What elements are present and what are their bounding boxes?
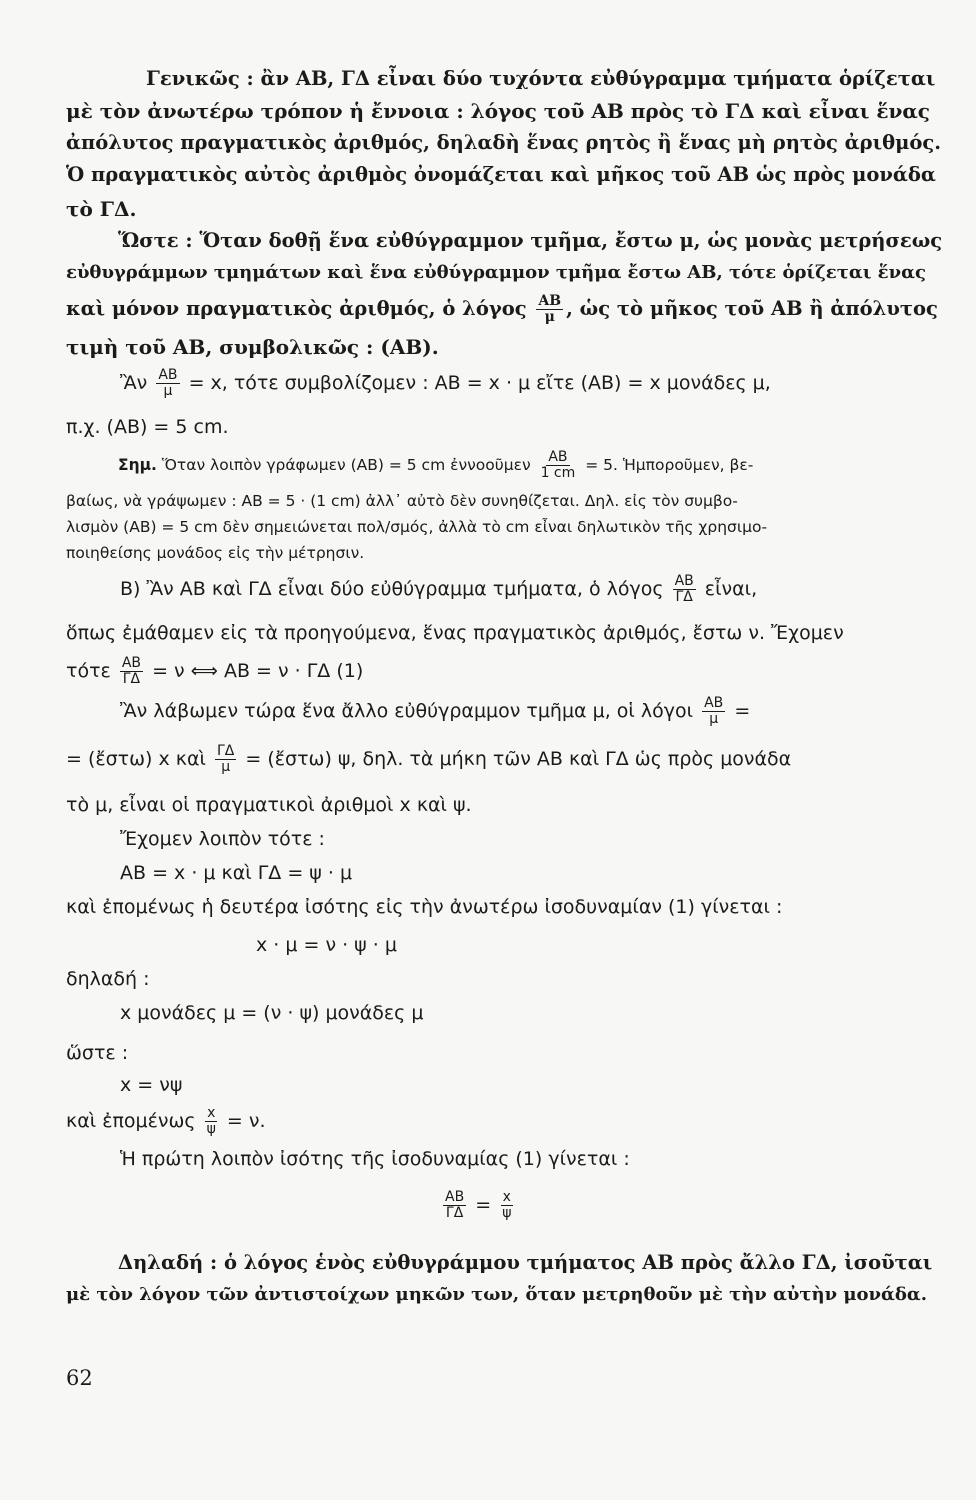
text-line-18-start: τότε xyxy=(66,660,111,682)
fraction-ab-over-gd xyxy=(673,574,696,605)
fraction-denominator: ψ xyxy=(206,1121,216,1137)
text-line-22: Ἔχομεν λοιπὸν τότε : xyxy=(120,828,325,850)
fraction-denominator: μ xyxy=(709,711,719,727)
text-line-2: μὲ τὸν ἀνωτέρω τρόπον ἡ ἔννοια : λόγος τοῦ ΑΒ πρὸς τὸ ΓΔ καὶ εἶναι ἕνας xyxy=(66,99,930,123)
equation-line-27: x μονάδες μ = (ν · ψ) μονάδες μ xyxy=(120,1002,424,1024)
text-line-19-start: Ἂν λάβωμεν τώρα ἕνα ἄλλο εὐθύγραμμον τμῆμα μ, οἱ λόγοι xyxy=(120,700,694,722)
equation-line-23: ΑΒ = x · μ καὶ ΓΔ = ψ · μ xyxy=(120,862,353,884)
text-line-7: εὐθυγράμμων τμημάτων καὶ ἕνα εὐθύγραμμον τμῆμα ἔστω ΑΒ, τότε ὁρίζεται ἕνας xyxy=(66,262,926,283)
fraction-ab-over-gd xyxy=(120,656,143,687)
fraction-numerator: ΑΒ xyxy=(674,573,694,589)
fraction-numerator: ΑΒ xyxy=(158,367,178,383)
text-line-4: Ὁ πραγματικὸς αὐτὸς ἀριθμὸς ὀνομάζεται καὶ μῆκος τοῦ ΑΒ ὡς πρὸς μονάδα xyxy=(66,163,936,186)
text-line-17: ὅπως ἐμάθαμεν εἰς τὰ προηγούμενα, ἕνας πραγματικὸς ἀριθμός, ἔστω ν. Ἔχομεν xyxy=(66,622,844,644)
text-line-18 xyxy=(66,656,363,687)
conclusion-line-1: Δηλαδή : ὁ λόγος ἑνὸς εὐθυγράμμου τμήματος ΑΒ πρὸς ἄλλο ΓΔ, ἰσοῦται xyxy=(118,1251,933,1274)
text-line-18-end: = ν ⟺ ΑΒ = ν · ΓΔ (1) xyxy=(152,660,364,682)
text-line-16-end: εἶναι, xyxy=(704,578,758,600)
text-line-6: Ὥστε : Ὅταν δοθῇ ἕνα εὐθύγραμμον τμῆμα, ἔστω μ, ὡς μονὰς μετρήσεως xyxy=(118,229,943,252)
text-line-26: δηλαδή : xyxy=(66,968,150,990)
fraction-denominator: ΓΔ xyxy=(122,671,141,687)
fraction-denominator: μ xyxy=(221,759,231,775)
text-line-10-start: Ἂν xyxy=(120,372,148,394)
text-line-10 xyxy=(120,368,771,399)
text-line-20 xyxy=(66,744,791,775)
text-line-1: Γενικῶς : ἂν ΑΒ, ΓΔ εἶναι δύο τυχόντα εὐθύγραμμα τμήματα ὁρίζεται xyxy=(146,67,936,90)
text-line-28: ὥστε : xyxy=(66,1042,129,1064)
conclusion-line-2: μὲ τὸν λόγον τῶν ἀντιστοίχων μηκῶν των, ὅταν μετρηθοῦν μὲ τὴν αὐτὴν μονάδα. xyxy=(66,1284,927,1305)
fraction-gd-over-mu xyxy=(215,744,236,775)
note-line-1-end: = 5. Ἡμποροῦμεν, βε- xyxy=(585,456,754,474)
text-line-21: τὸ μ, εἶναι οἱ πραγματικοὶ ἀριθμοὶ x καὶ ψ. xyxy=(66,794,472,816)
fraction-numerator: ΑΒ xyxy=(704,695,724,711)
text-line-3: ἀπόλυτος πραγματικὸς ἀριθμός, δηλαδὴ ἕνας ρητὸς ἢ ἕνας μὴ ρητὸς ἀριθμός. xyxy=(66,131,942,154)
fraction-ab-over-1cm xyxy=(539,450,578,481)
text-line-16 xyxy=(120,574,757,605)
note-line-1 xyxy=(118,450,753,481)
note-line-1-text: Ὅταν λοιπὸν γράφωμεν (ΑΒ) = 5 cm ἐννοοῦμεν xyxy=(161,456,531,474)
note-label: Σημ. xyxy=(118,456,157,474)
text-line-11: π.χ. (ΑΒ) = 5 cm. xyxy=(66,416,229,438)
note-line-2: βαίως, νὰ γράψωμεν : ΑΒ = 5 · (1 cm) ἀλλ᾽ αὐτὸ δὲν συνηθίζεται. Δηλ. εἰς τὸν συμβο- xyxy=(66,492,738,510)
equals-sign: = xyxy=(475,1194,492,1216)
fraction-denominator: μ xyxy=(544,309,555,325)
text-line-24: καὶ ἐπομένως ἡ δευτέρα ἰσότης εἰς τὴν ἀνωτέρω ἰσοδυναμίαν (1) γίνεται : xyxy=(66,896,783,918)
fraction-numerator: ΑΒ xyxy=(445,1189,465,1205)
text-line-20-start: = (ἔστω) x καὶ xyxy=(66,748,206,770)
text-line-30-start: καὶ ἐπομένως xyxy=(66,1110,196,1132)
text-line-9: τιμὴ τοῦ ΑΒ, συμβολικῶς : (ΑΒ). xyxy=(66,335,439,359)
equation-line-29: x = νψ xyxy=(120,1074,183,1096)
text-line-19 xyxy=(120,696,750,727)
text-line-30 xyxy=(66,1106,266,1137)
fraction-numerator: ΑΒ xyxy=(121,655,142,671)
equation-line-32 xyxy=(440,1190,516,1221)
text-line-8-start: καὶ μόνον πραγματικὸς ἀριθμός, ὁ λόγος xyxy=(66,297,527,320)
page-number: 62 xyxy=(66,1366,93,1390)
equation-line-25: x · μ = ν · ψ · μ xyxy=(256,934,397,956)
fraction-numerator: ΑΒ xyxy=(548,449,568,465)
fraction-ab-over-gd xyxy=(443,1190,466,1221)
text-line-31: Ἡ πρώτη λοιπὸν ἰσότης τῆς ἰσοδυναμίας (1) γίνεται : xyxy=(120,1148,630,1170)
note-line-3: λισμὸν (ΑΒ) = 5 cm δὲν σημειώνεται πολ/σμός, ἀλλὰ τὸ cm εἶναι δηλωτικὸν τῆς χρησιμο- xyxy=(66,518,768,536)
text-line-8 xyxy=(66,294,938,325)
fraction-denominator: ΓΔ xyxy=(445,1205,464,1221)
text-line-19-end: = xyxy=(734,700,751,722)
fraction-x-over-psi xyxy=(500,1190,513,1221)
fraction-numerator: ΓΔ xyxy=(216,743,235,759)
fraction-ab-over-mu xyxy=(156,368,179,399)
fraction-denominator: ψ xyxy=(502,1205,512,1221)
fraction-denominator: ΓΔ xyxy=(675,589,693,605)
fraction-numerator: x xyxy=(502,1189,511,1205)
fraction-ab-over-mu xyxy=(702,696,725,727)
fraction-numerator: x xyxy=(207,1105,216,1121)
text-line-30-end: = ν. xyxy=(226,1110,266,1132)
text-line-20-end: = (ἔστω) ψ, δηλ. τὰ μήκη τῶν ΑΒ καὶ ΓΔ ὡς πρὸς μονάδα xyxy=(245,748,792,770)
text-line-5: τὸ ΓΔ. xyxy=(66,197,137,221)
text-line-10-end: = x, τότε συμβολίζομεν : ΑΒ = x · μ εἴτε (ΑΒ) = x μονάδες μ, xyxy=(188,372,771,394)
fraction-denominator: 1 cm xyxy=(540,465,576,481)
text-line-8-end: , ὡς τὸ μῆκος τοῦ ΑΒ ἢ ἀπόλυτος xyxy=(566,297,938,320)
fraction-x-over-psi xyxy=(205,1106,218,1137)
note-line-4: ποιηθείσης μονάδος εἰς τὴν μέτρησιν. xyxy=(66,544,365,562)
text-line-16-start: Β) Ἂν ΑΒ καὶ ΓΔ εἶναι δύο εὐθύγραμμα τμήματα, ὁ λόγος xyxy=(120,578,664,600)
fraction-denominator: μ xyxy=(163,383,173,399)
fraction-ab-over-mu xyxy=(536,294,563,325)
fraction-numerator: ΑΒ xyxy=(538,293,562,309)
